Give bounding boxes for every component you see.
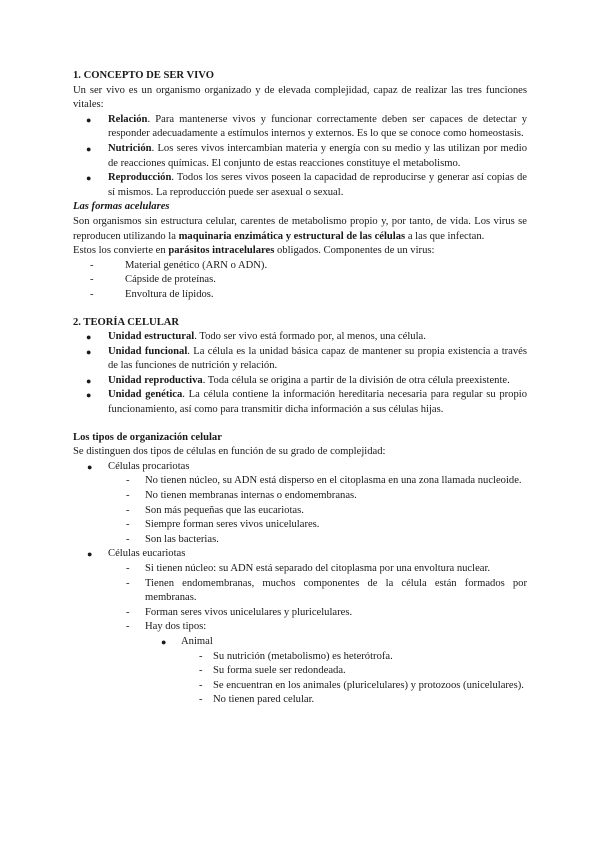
document-body <box>73 69 527 708</box>
dash-icon: - <box>199 679 203 691</box>
acelulares-title: Las formas acelulares <box>73 201 170 213</box>
list-item <box>73 547 527 562</box>
term-unidad-funcional: Unidad funcional <box>108 345 188 357</box>
list-item <box>73 113 527 142</box>
bullet-icon: ● <box>86 143 92 154</box>
dash-icon: - <box>126 475 130 487</box>
item-text: Siempre forman seres vivos unicelulares. <box>145 519 320 531</box>
item-text: No tienen pared celular. <box>213 694 315 706</box>
bullet-icon: ● <box>86 173 92 184</box>
list-item <box>73 533 527 548</box>
list-item <box>73 288 527 303</box>
item-text: Son más pequeñas que las eucariotas. <box>145 504 304 516</box>
organizacion-intro: Se distinguen dos tipos de células en función de su grado de complejidad: <box>73 446 386 458</box>
bold-run: maquinaria enzimática y estructural de las células <box>178 230 406 242</box>
bold-run: parásitos intracelulares <box>168 245 275 257</box>
item-text: No tienen membranas internas o endomembranas. <box>145 490 357 502</box>
list-item <box>73 273 527 288</box>
item-text: Tienen endomembranas, muchos componentes de la célula están formados por membranas. <box>145 577 527 604</box>
bullet-icon: ● <box>86 346 92 357</box>
list-item <box>73 650 527 665</box>
section-1-title: 1. CONCEPTO DE SER VIVO <box>73 70 214 81</box>
term-text: . Los seres vivos intercambian materia y energía con su medio y las utilizan por medio de reacciones químicas. El conjunto de estas reacciones constituye el metabolismo. <box>108 142 527 169</box>
dash-icon: - <box>126 577 130 589</box>
component-text: Material genético (ARN o ADN). <box>125 259 268 271</box>
bullet-icon: ● <box>86 114 92 125</box>
eucariotas-label: Células eucariotas <box>108 548 186 560</box>
bullet-icon: ● <box>86 390 92 401</box>
dash-icon: - <box>90 274 94 286</box>
list-item <box>73 142 527 171</box>
list-item <box>73 474 527 489</box>
list-item <box>73 489 527 504</box>
list-item <box>73 460 527 475</box>
dash-icon: - <box>126 533 130 545</box>
term-unidad-genetica: Unidad genética <box>108 389 183 401</box>
list-item <box>73 693 527 708</box>
item-text: Si tienen núcleo: su ADN está separado del citoplasma por una envoltura nuclear. <box>145 563 491 574</box>
dash-icon: - <box>90 288 94 300</box>
list-item <box>73 345 527 374</box>
dash-icon: - <box>199 650 203 662</box>
text-run: Son organismos sin estructura celular, carentes de metabolismo propio y, por tanto, de vida. Los virus se reproducen utilizando la <box>73 215 527 242</box>
component-text: Cápside de proteínas. <box>125 274 216 286</box>
term-unidad-estructural: Unidad estructural <box>108 331 195 343</box>
list-item <box>73 635 527 650</box>
term-reproduccion: Reproducción <box>108 172 172 184</box>
list-item <box>73 518 527 533</box>
list-item <box>73 562 527 577</box>
list-item <box>73 171 527 200</box>
dash-icon: - <box>126 519 130 531</box>
bullet-icon: ● <box>87 461 93 472</box>
list-item <box>73 577 527 606</box>
animal-label: Animal <box>181 635 213 647</box>
text-run: obligados. Componentes de un virus: <box>274 245 435 257</box>
term-text: . Toda célula se origina a partir de la división de otra célula preexistente. <box>202 374 510 386</box>
item-text: Hay dos tipos: <box>145 621 207 633</box>
list-item <box>73 606 527 621</box>
dash-icon: - <box>126 504 130 516</box>
item-text: Se encuentran en los animales (pluricelulares) y protozoos (unicelulares). <box>213 679 524 691</box>
term-text: . Para mantenerse vivos y funcionar correctamente deben ser capaces de detectar y responder adecuadamente a estímulos internos y externos. Es lo que se conoce como homeostasis. <box>108 113 527 140</box>
list-item <box>73 620 527 635</box>
section-1-intro: Un ser vivo es un organismo organizado y de elevada complejidad, capaz de realizar las tres funciones vitales: <box>73 84 527 111</box>
term-unidad-reproductiva: Unidad reproductiva <box>108 374 203 386</box>
item-text: Son las bacterias. <box>145 533 219 545</box>
term-text: . La célula es la unidad básica capaz de mantener su propia existencia a través de las funciones de nutrición y relación. <box>108 345 527 372</box>
text-run: Estos los convierte en <box>73 245 169 257</box>
list-item <box>73 330 527 345</box>
list-item <box>73 259 527 274</box>
bullet-icon: ● <box>87 549 93 560</box>
dash-icon: - <box>199 665 203 677</box>
dash-icon: - <box>199 694 203 706</box>
item-text: No tienen núcleo, su ADN está disperso en el citoplasma en una zona llamada nucleoide. <box>145 475 522 487</box>
list-item <box>73 388 527 417</box>
dash-icon: - <box>126 621 130 633</box>
dash-icon: - <box>126 490 130 502</box>
term-text: . La célula contiene la información hereditaria necesaria para regular su propio funcionamiento, así como para transmitir dicha información a sus células hijas. <box>108 389 527 416</box>
acelulares-paragraph <box>73 215 527 244</box>
dash-icon: - <box>90 259 94 271</box>
list-item <box>73 374 527 389</box>
item-text: Su forma suele ser redondeada. <box>213 665 346 677</box>
organizacion-title: Los tipos de organización celular <box>73 431 222 443</box>
list-item <box>73 679 527 694</box>
term-relacion: Relación <box>108 113 148 125</box>
item-text: Forman seres vivos unicelulares y pluricelulares. <box>145 606 353 618</box>
dash-icon: - <box>126 606 130 618</box>
list-item <box>73 504 527 519</box>
item-text: Su nutrición (metabolismo) es heterótrofa. <box>213 650 393 662</box>
list-item <box>73 664 527 679</box>
dash-icon: - <box>126 563 130 574</box>
procariotas-label: Células procariotas <box>108 460 190 472</box>
term-nutricion: Nutrición <box>108 142 152 154</box>
bullet-icon: ● <box>86 332 92 343</box>
bullet-icon: ● <box>161 636 167 647</box>
component-text: Envoltura de lípidos. <box>125 288 214 300</box>
section-2-title: 2. TEORÍA CELULAR <box>73 316 180 328</box>
term-text: . Todo ser vivo está formado por, al menos, una célula. <box>194 331 426 343</box>
acelulares-paragraph-2 <box>73 244 527 259</box>
bullet-icon: ● <box>86 375 92 386</box>
term-text: . Todos los seres vivos poseen la capacidad de reproducirse y generar así copias de sí mismos. La reproducción puede ser asexual o sexual. <box>108 172 527 198</box>
text-run: a las que infectan. <box>405 230 485 242</box>
